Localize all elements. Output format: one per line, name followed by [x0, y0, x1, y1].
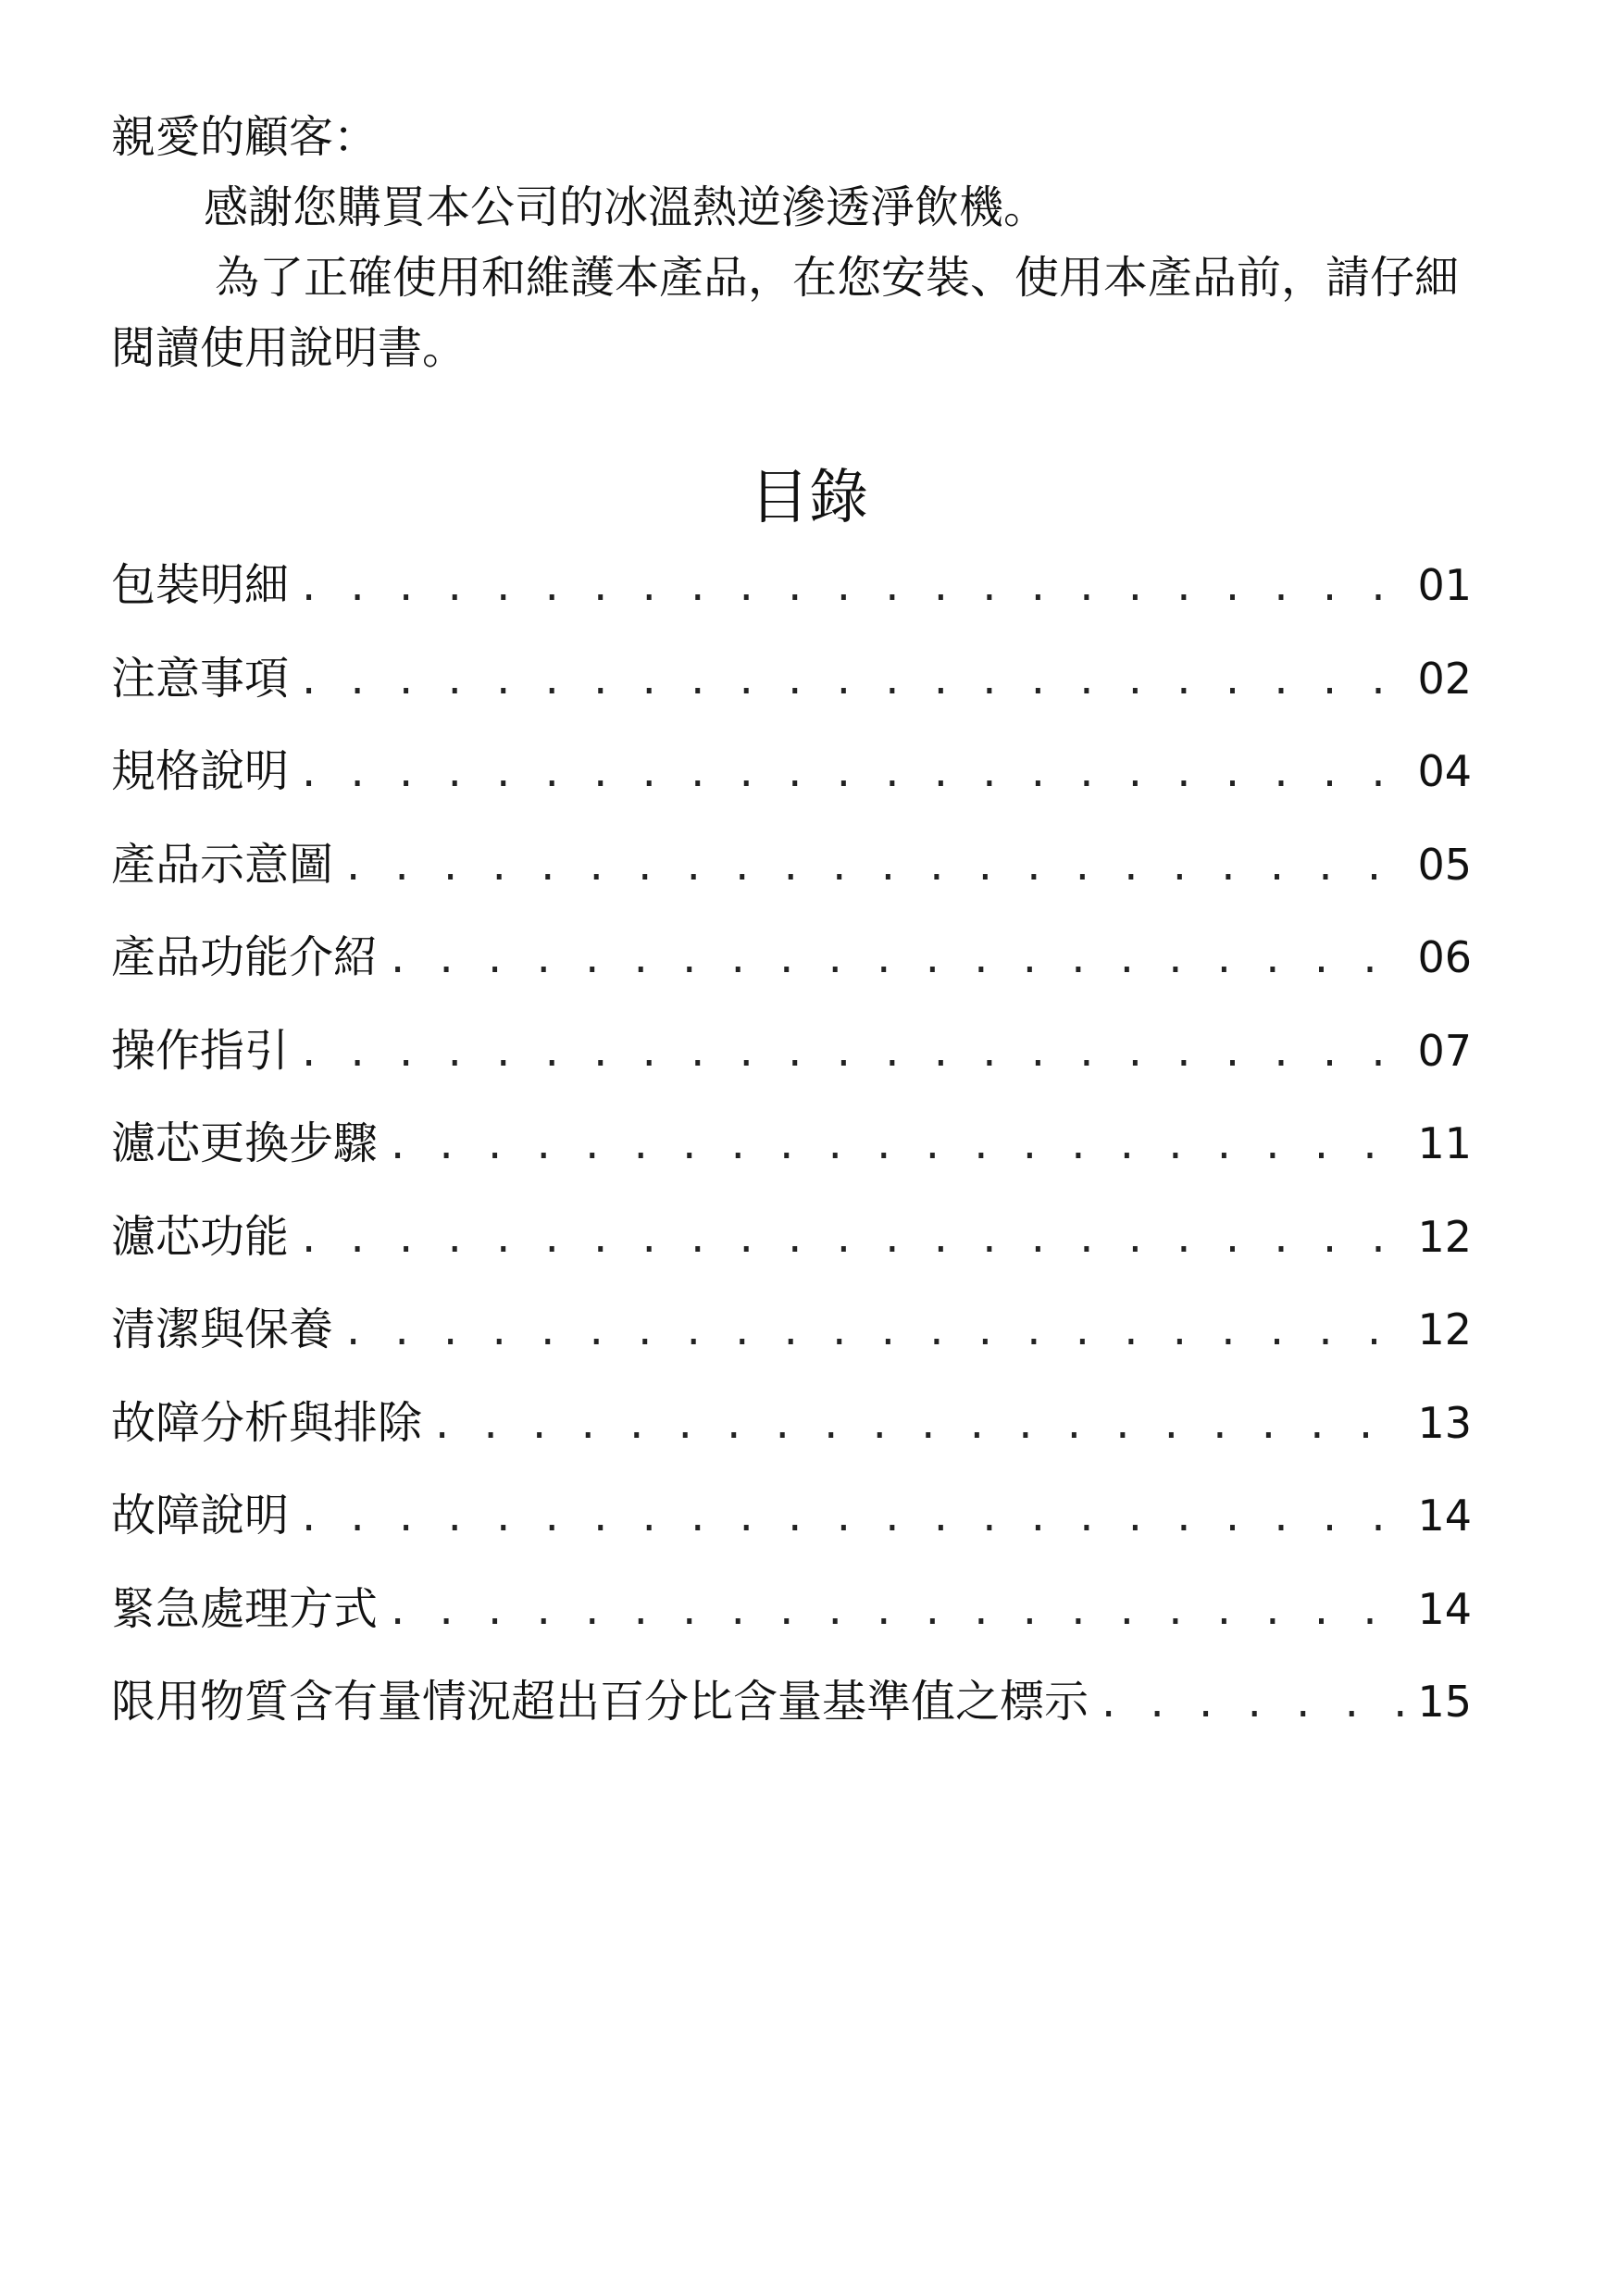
toc-entry[interactable]: [111, 1665, 1472, 1758]
toc-entry-page: 14: [1417, 1583, 1472, 1634]
toc-entry-page: 13: [1417, 1397, 1472, 1448]
toc-entry-page: 01: [1417, 560, 1472, 610]
toc-entry-page: 04: [1417, 746, 1472, 796]
toc-leader-dots: [346, 828, 1404, 902]
toc-entry-label: 包裝明細: [111, 559, 290, 611]
toc-entry-page: 02: [1417, 653, 1472, 704]
toc-entry-label: 操作指引: [111, 1024, 290, 1077]
toc-entry-page: 07: [1417, 1025, 1472, 1076]
toc-entry-page: 15: [1417, 1677, 1472, 1727]
toc-leader-dots: [346, 1292, 1404, 1366]
toc-leader-dots: [302, 1479, 1404, 1553]
toc-leader-dots: [391, 1106, 1404, 1180]
toc-entry-label: 限用物質含有量情況超出百分比含量基準值之標示: [111, 1676, 1089, 1728]
table-of-contents: [111, 548, 1472, 1758]
toc-leader-dots: [435, 1386, 1404, 1460]
toc-entry-label: 產品功能介紹: [111, 931, 379, 983]
toc-entry-page: 14: [1417, 1491, 1472, 1541]
salutation: 親愛的顧客：: [111, 111, 379, 163]
toc-entry-label: 規格說明: [111, 745, 290, 797]
toc-entry[interactable]: [111, 920, 1472, 1014]
toc-entry-label: 清潔與保養: [111, 1304, 334, 1355]
toc-leader-dots: [302, 734, 1404, 808]
toc-entry[interactable]: [111, 1014, 1472, 1107]
toc-entry[interactable]: [111, 1292, 1472, 1386]
toc-entry[interactable]: [111, 1572, 1472, 1666]
toc-entry-page: 06: [1417, 932, 1472, 982]
toc-entry-label: 注意事項: [111, 652, 290, 705]
toc-entry[interactable]: [111, 1200, 1472, 1293]
toc-entry-label: 故障分析與排除: [111, 1396, 423, 1449]
toc-leader-dots: [302, 642, 1404, 716]
toc-leader-dots: [302, 548, 1404, 622]
toc-entry-page: 05: [1417, 839, 1472, 890]
toc-entry-label: 故障說明: [111, 1490, 290, 1541]
toc-entry-label: 緊急處理方式: [111, 1582, 379, 1635]
intro-section: [111, 102, 1518, 383]
toc-leader-dots: [391, 1572, 1404, 1646]
toc-leader-dots: [391, 920, 1404, 994]
toc-leader-dots: [302, 1014, 1404, 1088]
toc-entry-label: 產品示意圖: [111, 838, 334, 891]
toc-title: 目錄: [750, 464, 868, 532]
toc-entry-label: 濾芯功能: [111, 1210, 290, 1263]
toc-entry[interactable]: [111, 1386, 1472, 1479]
toc-entry[interactable]: [111, 1479, 1472, 1572]
toc-entry-page: 12: [1417, 1211, 1472, 1262]
intro-thanks-line: 感謝您購買本公司的冰溫熱逆滲透淨飲機。: [204, 181, 1049, 233]
toc-entry-page: 11: [1417, 1118, 1472, 1168]
toc-entry[interactable]: [111, 734, 1472, 828]
toc-entry[interactable]: [111, 642, 1472, 735]
toc-entry[interactable]: [111, 1106, 1472, 1200]
toc-entry[interactable]: [111, 828, 1472, 921]
toc-leader-dots: [1101, 1665, 1404, 1739]
toc-entry-label: 濾芯更換步驟: [111, 1117, 379, 1169]
intro-instruction-line: 為了正確使用和維護本產品，在您安裝、使用本產品前，請仔細: [215, 252, 1460, 304]
toc-entry[interactable]: [111, 548, 1472, 642]
toc-entry-page: 12: [1417, 1304, 1472, 1354]
toc-leader-dots: [302, 1200, 1404, 1274]
intro-instruction-line-cont: 閱讀使用說明書。: [111, 322, 467, 374]
